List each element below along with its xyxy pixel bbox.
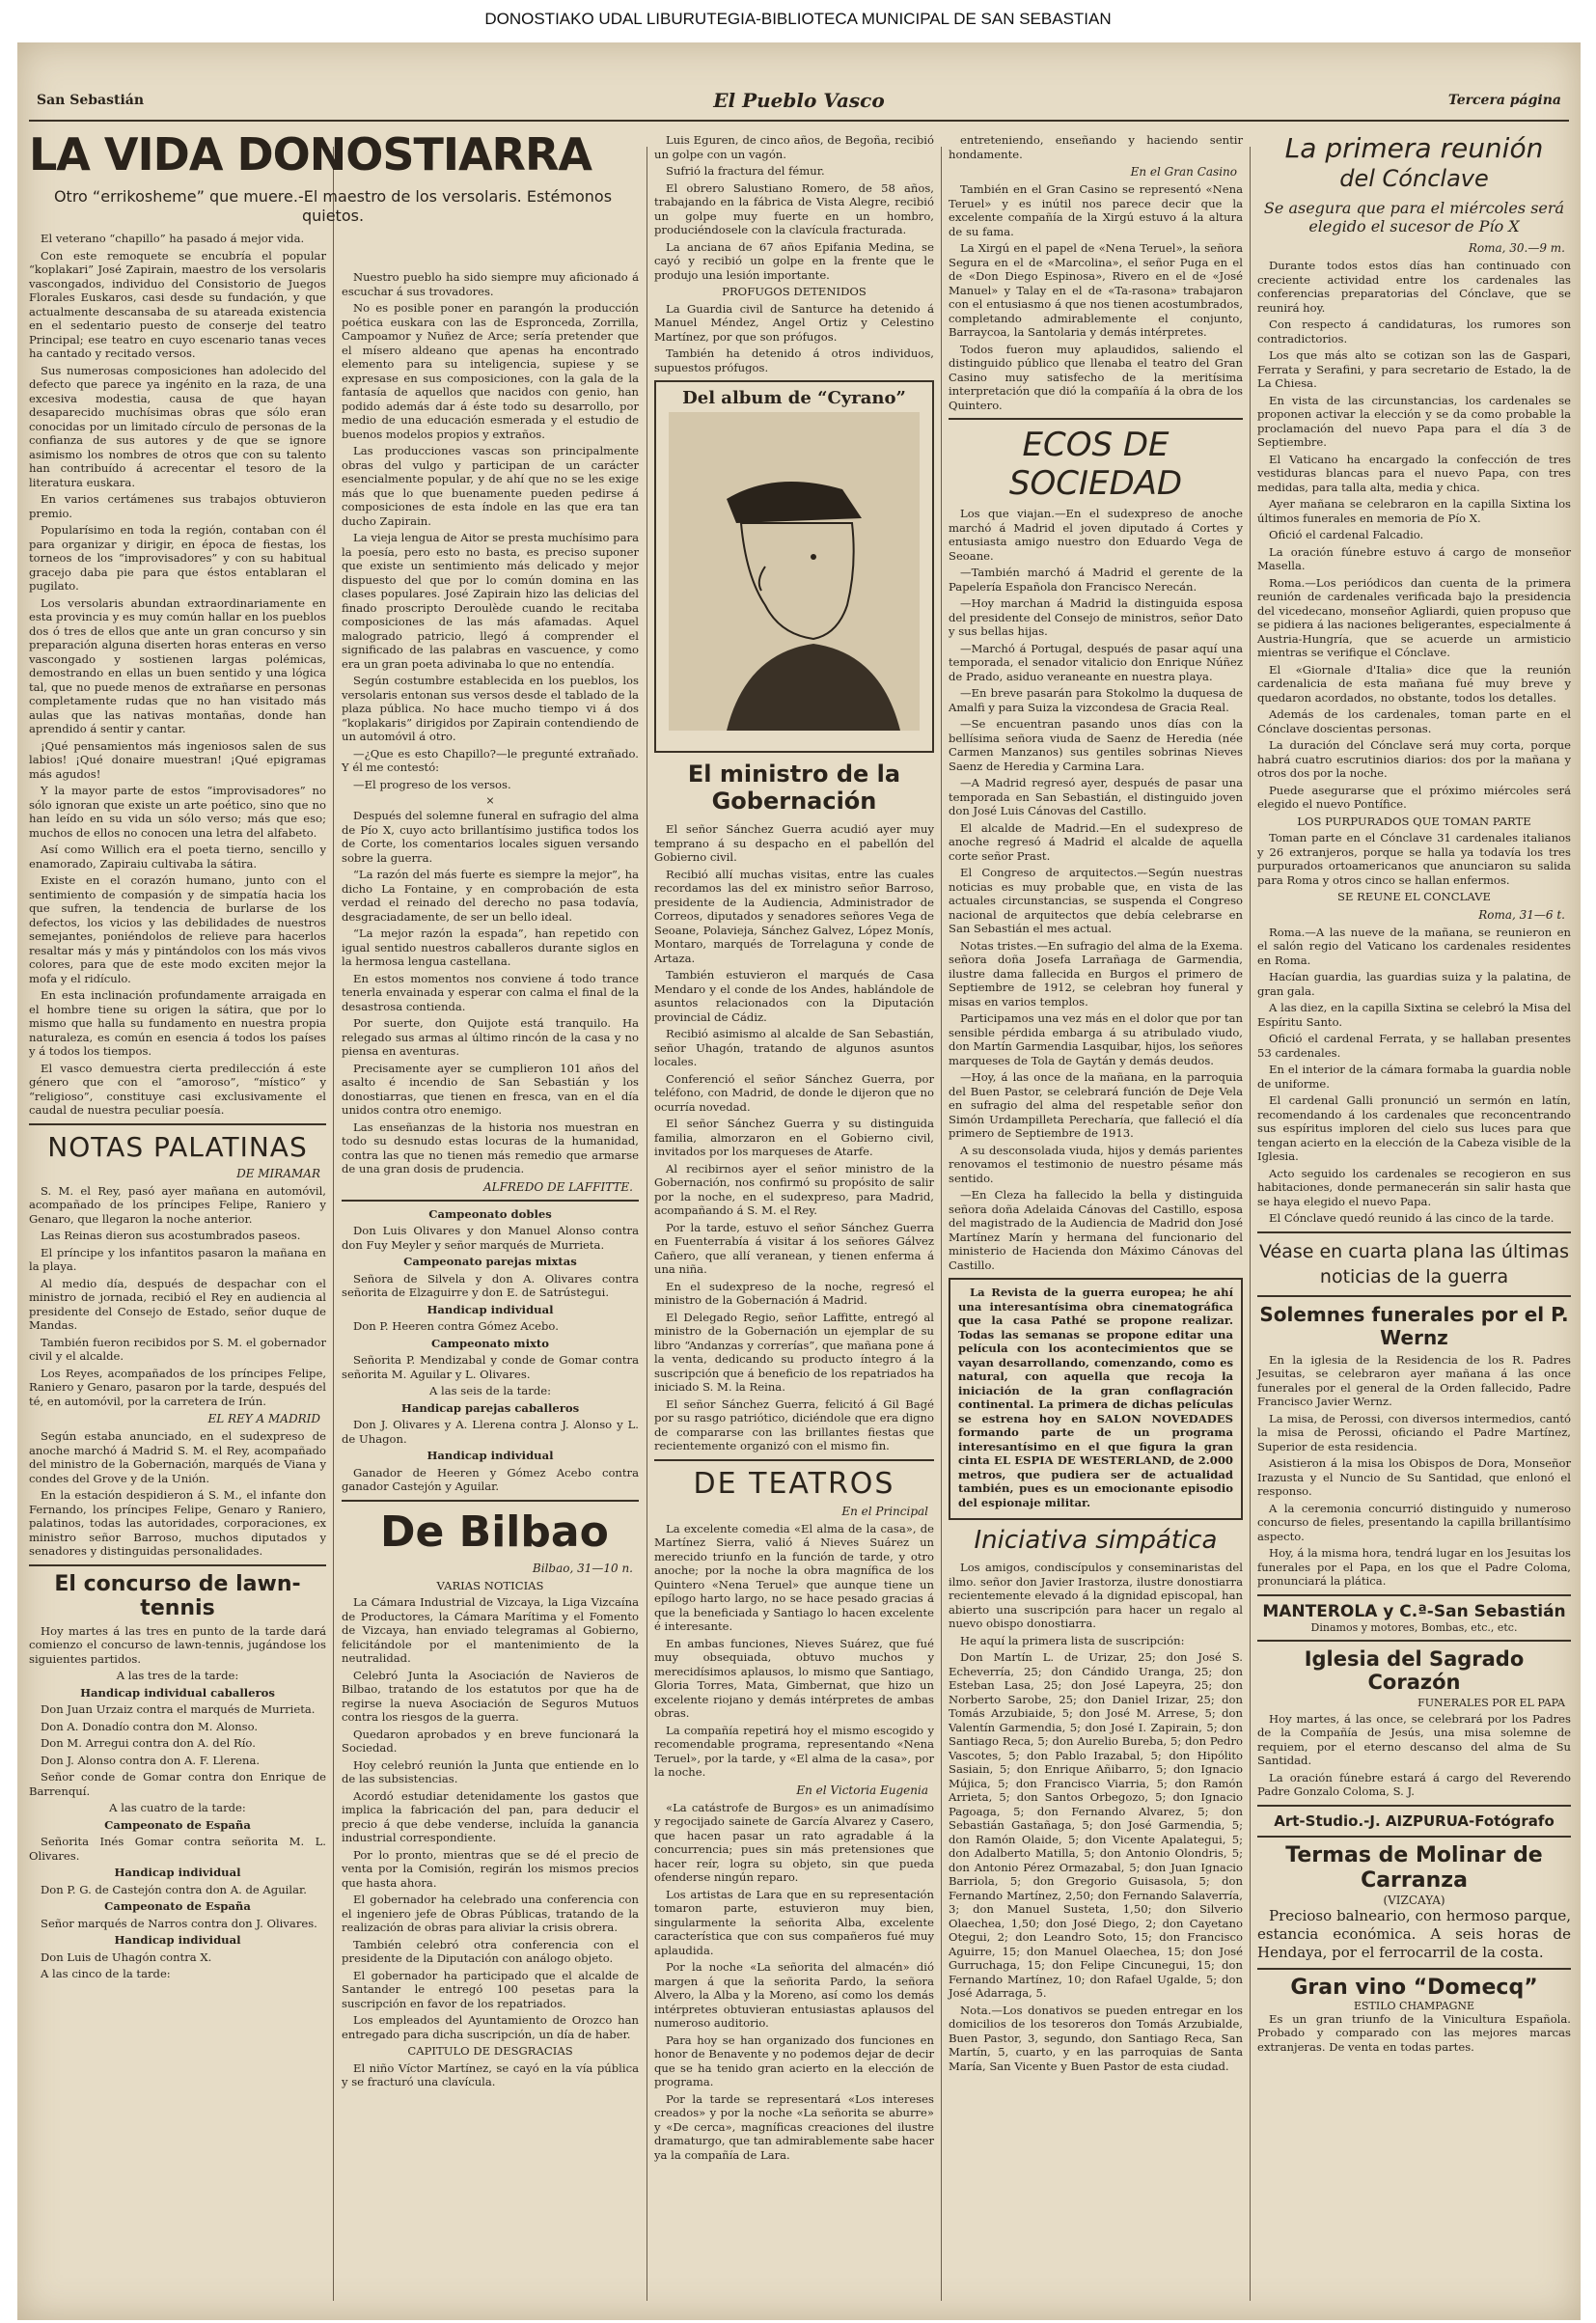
paragraph: Don J. Olivares y A. Llerena contra J. Alonso y L. de Uhagon.: [342, 1418, 639, 1446]
divider: [342, 1200, 639, 1202]
subhead: VARIAS NOTICIAS: [436, 1578, 544, 1592]
paragraph: entreteniendo, enseñando y haciendo sentir hondamente.: [949, 133, 1243, 161]
conclave-subtitle: Se asegura que para el miércoles será elegido el sucesor de Pío X: [1263, 199, 1565, 235]
paragraph: El obrero Salustiano Romero, de 58 años, trabajando en la fábrica de Vista Alegre, recibió un golpe muy fuerte en un hombro, produciéndosele con la clavícula fracturada.: [654, 180, 934, 236]
paragraph: El gobernador ha celebrado una conferencia con el ingeniero jefe de Obras Públicas, tratando de la realización de obras para aliviar la crisis obrera.: [342, 1893, 639, 1934]
divider: [654, 1459, 934, 1461]
dateline: DE MIRAMAR: [236, 1166, 320, 1180]
dateline: Bilbao, 31—10 n.: [532, 1561, 633, 1575]
paragraph: Las enseñanzas de la historia nos muestran en todo su desnudo estas locuras de la humanidad, contra las que no tienen más remedio que armarse de una gran dosis de prudencia.: [342, 1120, 639, 1175]
paragraph: El «Giornale d'Italia» dice que la reunión cardenalicia de esta mañana fué muy breve y quedaron acordados, no obstante, todos los detalles.: [1257, 662, 1571, 705]
paragraph: El señor Sánchez Guerra y su distinguida familia, almorzaron en el Gobierno civil, invitados por los marqueses de Atarfe.: [654, 1117, 934, 1158]
ad-manterola-sub: Dinamos y motores, Bombas, etc., etc.: [1310, 1620, 1518, 1634]
conclave-title: La primera reunión: [1284, 132, 1544, 164]
paragraph: Hoy martes, á las once, se celebrará por los Padres de la Compañía de Jesús, una misa solemne de requiem, por el eterno descanso del alma de Su Santidad.: [1257, 1711, 1571, 1767]
paragraph: Ofició el cardenal Ferrata, y se hallaban presentes 53 cardenales.: [1257, 1032, 1571, 1060]
newspaper-page: [17, 42, 1581, 2320]
paragraph: La Xirgú en el papel de «Nena Teruel», la señora Segura en el de «Marcolina», el señor Puga en el de «Don Diego Espinosa», Rivero en el de «José Manuel» y Talay en el de «Ta-rasona» trabajaron con el entusiasmo á que nos tienen acostumbrados, completando admirablemente el conjunto, Barraycoa, la Santolaria y demás intérpretes.: [949, 241, 1243, 339]
paragraph: Las Reinas dieron sus acostumbrados paseos.: [41, 1229, 301, 1242]
paragraph: No es posible poner en parangón la producción poética euskara con las de Espronceda, Zorrilla, Campoamor y Nuñez de Arce; sería pretender que el mísero aldeano que apenas ha encontrado elemento para su inteligencia, supiese y se expresase en sus composiciones, con la gala de la fantasía de aquellos que nacidos con genio, han podido además dar á éste todo su desarrollo, por medio de una educación esmerada y el estudio de buenos modelos propios y extraños.: [342, 301, 639, 441]
subhead: Campeonato dobles: [428, 1206, 552, 1221]
paragraph: “La mejor razón la espada”, han repetido con igual sentido nuestros caballeros durante siglos en la hermosa lengua castellana.: [342, 926, 639, 968]
column-rule: [941, 147, 942, 2301]
paragraph: El Cónclave quedó reunido á las cinco de la tarde.: [1269, 1211, 1555, 1225]
paragraph: A la ceremonia concurrió distinguido y numeroso concurso de fieles, presentando la capilla brillantísimo aspecto.: [1257, 1501, 1571, 1543]
paragraph: El Vaticano ha encargado la confección de tres vestiduras blancas para el nuevo Papa, con tres medidas, para talla alta, media y chica.: [1257, 452, 1571, 494]
paragraph: También estuvieron el marqués de Casa Mendaro y el conde de los Andes, hablándole de asuntos relacionados con la Diputación provincial de Cádiz.: [654, 968, 934, 1024]
ad-termas-sub: (VIZCAYA): [1383, 1893, 1445, 1907]
section-title: LA VIDA DONOSTIARRA: [29, 128, 592, 180]
inic-title: Iniciativa simpática: [974, 1526, 1218, 1555]
paragraph: Al recibirnos ayer el señor ministro de la Gobernación, nos confirmó su propósito de salir por la noche, en el sudexpreso, para Madrid, acompañando á S. M. el Rey.: [654, 1161, 934, 1217]
column-rule: [333, 147, 334, 2301]
paragraph: La duración del Cónclave será muy corta, porque habrá cuatro escrutinios diarios: dos por la mañana y otros dos por la noche.: [1257, 738, 1571, 780]
paragraph: Señor conde de Gomar contra don Enrique de Barrenquí.: [29, 1770, 326, 1798]
subsection: En el Gran Casino: [1130, 165, 1237, 179]
column-rule: [1250, 147, 1251, 2301]
paragraph: ¡Qué pensamientos más ingeniosos salen de sus labios! ¡Qué donaire muestran! ¡Qué epigramas más agudos!: [29, 738, 326, 781]
divider: [1257, 1295, 1571, 1297]
subhead: CAPITULO DE DESGRACIAS: [407, 2044, 573, 2058]
header-left: San Sebastián: [37, 93, 145, 108]
paragraph: —El progreso de los versos.: [353, 777, 511, 791]
notas-title: NOTAS PALATINAS: [47, 1130, 308, 1163]
ad-manterola: MANTEROLA y C.ª-San Sebastián: [1262, 1601, 1566, 1621]
cyrano-title: Del album de “Cyrano”: [682, 388, 906, 408]
paragraph: La Cámara Industrial de Vizcaya, la Liga Vizcaína de Productores, la Cámara Marítima y el Fomento de Vizcaya, han enviado telegramas al Gobierno, felicitándole por el mantenimiento de la neutralidad.: [342, 1595, 639, 1665]
paragraph: La misa, de Perossi, con diversos intermedios, cantó la misa de Perossi, oficiando el Padre Martínez, Superior de esta residencia.: [1257, 1411, 1571, 1453]
paragraph: Señorita P. Mendizabal y conde de Gomar contra señorita M. Aguilar y L. Olivares.: [342, 1353, 639, 1381]
paragraph: Nuestro pueblo ha sido siempre muy aficionado á escuchar á sus trovadores.: [342, 270, 639, 298]
paragraph: Recibió asimismo al alcalde de San Sebastián, señor Uhagón, tratando de algunos asuntos locales.: [654, 1027, 934, 1068]
paragraph: El cardenal Galli pronunció un sermón en latín, recomendando á los cardenales que reconcentrando sus espíritus imploren del cielo sus luces para que tengan acierto en la elección de la Cabeza visible de la Iglesia.: [1257, 1093, 1571, 1163]
paragraph: Después del solemne funeral en sufragio del alma de Pío X, cuyo acto brillantísimo justifica todos los de Corte, los comentarios locales siguen versando sobre la guerra.: [342, 809, 639, 865]
paragraph: El señor Sánchez Guerra, felicitó á Gil Bagé por su rasgo patriótico, diciéndole que era digno de compararse con las brillantes fiestas que recientemente organizó con el mismo fin.: [654, 1397, 934, 1452]
paragraph: A las cinco de la tarde:: [41, 1967, 171, 1980]
paragraph: Por suerte, don Quijote está tranquilo. Ha relegado sus armas al último rincón de la casa y no piensa en aventuras.: [342, 1016, 639, 1058]
paragraph: A su desconsolada viuda, hijos y demás parientes renovamos el testimonio de nuestro pésame más sentido.: [949, 1143, 1243, 1185]
paragraph: Los artistas de Lara que en su representación tomaron parte, estuvieron muy bien, singularmente la señorita Alba, excelente característica que con sus compañeros fué muy aplaudida.: [654, 1887, 934, 1957]
paragraph: Por la tarde se representará «Los intereses creados» y por la noche «La señorita se aburre» y «De cerca», magníficas creaciones del ilustre dramaturgo, que tan admirablemente sabe hacer ya la compañía de Lara.: [654, 2091, 934, 2162]
subhead: Handicap individual: [114, 1866, 241, 1879]
paragraph: Don M. Arregui contra don A. del Río.: [41, 1736, 256, 1750]
header-right: Tercera página: [1447, 93, 1561, 108]
header-rule: [29, 120, 1569, 122]
pathe-notice: [949, 1278, 1243, 1520]
paragraph: El veterano “chapillo” ha pasado á mejor vida.: [41, 232, 305, 245]
paragraph: Don Luis Olivares y don Manuel Alonso contra don Fuy Meyler y señor marqués de Murrieta.: [342, 1224, 639, 1252]
divider: [1257, 1805, 1571, 1807]
paragraph: —Se encuentran pasando unos días con la bellísima señora viuda de Saenz de Heredia (née Carmen Manzanos) sus gentiles sobrinas Nieves Saenz de Heredia y Carmina Lara.: [949, 717, 1243, 773]
paragraph: Recibió allí muchas visitas, entre las cuales recordamos las del ex ministro señor Barroso, presidente de la Audiencia, Administrador de Correos, diputados y senadores señores Vega de Seoane, Polavieja, Sánchez Galvez, López Monís, Montaro, marqués de Torrelaguna y conde de Artaza.: [654, 867, 934, 965]
paragraph: —Marchó á Portugal, después de pasar aquí una temporada, el senador vitalicio don Enrique Núñez de Prado, asiduo veraneante en nuestra playa.: [949, 641, 1243, 683]
subhead: Handicap individual: [114, 1933, 241, 1947]
paragraph: Notas tristes.—En sufragio del alma de la Exema. señora doña Josefa Larrañaga de Garmendia, ilustre dama fallecida en Burgos el primero de Septiembre de 1912, se celebran hoy funeral y misas en varios templos.: [949, 938, 1243, 1009]
paragraph: Según estaba anunciado, en el sudexpreso de anoche marchó á Madrid S. M. el Rey, acompañado del ministro de la Gobernación, marqués de Viana y condes del Grove y de la Unión.: [29, 1429, 326, 1485]
paragraph: La oración fúnebre estuvo á cargo de monseñor Masella.: [1257, 544, 1571, 572]
column-3: [654, 133, 934, 2303]
paragraph: La Revista de la guerra europea; he ahí una interesantísima obra cinematográfica que la casa Pathé se propone realizar. Todas las semanas se propone editar una película con los acontecimientos que se vayan desarrollando, comenzando, como es natural, con aquella que recoja la iniciación de la gran conflagración continental. La primera de dichas películas se estrena hoy en SALON NOVEDADES formando parte de un programa interesantísimo en el que figura la gran cinta EL ESPIA DE WESTERLAND, de 2.000 metros, que pudiera ser de actualidad también, pues es un emocionante episodio del espionaje militar.: [958, 1286, 1233, 1509]
paragraph: Sufrió la fractura del fémur.: [666, 164, 825, 178]
paragraph: La vieja lengua de Aitor se presta muchísimo para la poesía, pero esto no basta, es preciso suponer que existe un sentimiento más delicado y mejor dispuesto del que por lo común domina en las clases populares. José Zapirain hizo las delicias del finado proscripto Deroulède cuando le recitaba composiciones de las más afamadas. Aquel malogrado patricio, llegó á comprender el significado de las palabras en vascuence, y como era un gran poeta adivinaba lo que no entendía.: [342, 531, 639, 671]
paragraph: Señor marqués de Narros contra don J. Olivares.: [41, 1916, 317, 1930]
signature: ALFREDO DE LAFFITTE.: [482, 1179, 633, 1194]
paragraph: La Guardia civil de Santurce ha detenido á Manuel Méndez, Angel Ortiz y Celestino Martínez, por que son prófugos.: [654, 301, 934, 344]
ad-termas: Termas de Molinar de Carranza: [1285, 1842, 1543, 1893]
paragraph: Señora de Silvela y don A. Olivares contra señorita de Elzaguirre y don E. de Satrústegui.: [342, 1271, 639, 1299]
subhead: SE REUNE EL CONCLAVE: [1337, 890, 1491, 903]
paragraph: Ayer mañana se celebraron en la capilla Sixtina los últimos funerales en memoria de Pío X.: [1257, 497, 1571, 525]
paragraph: La compañía repetirá hoy el mismo escogido y recomendable programa, representando «Nena Teruel», por la tarde, y «El alma de la casa», por la noche.: [654, 1723, 934, 1779]
paragraph: —A Madrid regresó ayer, después de pasar una temporada en San Sebastián, el distinguido joven don José Luis Cánovas del Castillo.: [949, 776, 1243, 817]
paragraph: En esta inclinación profundamente arraigada en el hombre tiene su origen la sátira, que por lo mismo que halla su fundamento en nuestra propia naturaleza, es común en esencia á todos los países y á todos los tiempos.: [29, 988, 326, 1058]
paragraph: Roma.—A las nueve de la mañana, se reunieron en el salón regio del Vaticano los cardenales residentes en Roma.: [1257, 925, 1571, 967]
paragraph: Nota.—Los donativos se pueden entregar en los domicilios de los tesoreros don Tomás Arzubialde, Buen Pastor, 3, segundo, don Santiago Reca, San Martín, 5, cuarto, y en las parroquias de Santa María, San Vicente y Buen Pastor de esta ciudad.: [949, 2003, 1243, 2073]
paragraph: El Delegado Regio, señor Laffitte, entregó al ministro de la Gobernación un ejemplar de su libro “Andanzas y correrías”, que mañana pone á la venta, dedicando su producto íntegro á la suscripción que á beneficio de los repatriados ha iniciado S. M. la Reina.: [654, 1310, 934, 1394]
paragraph: Los versolaris abundan extraordinariamente en esta provincia y es muy común hallar en los pueblos dos ó tres de ellos que ante un gran concurso y sin preparación alguna diserten horas enteras en verso vascongado y sostienen largas polémicas, demostrando en ellas un buen sentido y una lógica tal, que no puede menos de extrañarse en personas completamente rudas que no han visitado más aulas que las nativas montañas, donde han aprendido á sentir y cantar.: [29, 595, 326, 735]
paragraph: La anciana de 67 años Epifania Medina, se cayó y recibió un golpe en la frente que le produjo una lesión importante.: [654, 239, 934, 282]
header-center: El Pueblo Vasco: [713, 89, 885, 112]
paragraph: Don Martín L. de Urizar, 25; don José S. Echeverría, 25; don Cándido Uranga, 25; don Esteban Lasa, 25; don José Lapeyra, 25; don Norberto Sarobe, 25; don Daniel Irizar, 25; don Tomás Arzubiaide, 5; don José M. Arrese, 5; don Valentín Garmendia, 5; don José I. Zapirain, 5; don Santiago Reca, 5; don Aurelio Bureba, 5; don Pedro Vascotes, 5; don Pablo Irazabal, 5; don Hipólito Sasiain, 5; don Enrique Añibarro, 5; don Ignacio Mújica, 5; don Francisco Viarria, 5; don Ramón Arrieta, 5; don Santos Orbegozo, 5; don Ignacio Pagoaga, 5; don Fernando Alvarez, 5; don Sebastián Gastañaga, 5; don José Garmendia, 5; don Ramón Olaide, 5; don Vicente Apalategui, 5; don Adalberto Matilla, 5; don Antonio Olondris, 5; don Antonio Pérez Ormazabal, 5; don Juan Ignacio Barriola, 5; don Gregorio Guisasola, 5; don Fernando Martínez, 2,50; don Fernando Salaverría, 3; don Manuel Susteta, 1,50; don Silverio Olaechea, 1,50; don José Diego, 2; don Cayetano Otegui, 2; don Leandro Soto, 15; don Francisco Aguirre, 15; don Manuel Olaechea, 15; don José Gurruchaga, 15; don Felipe Cincunegui, 15; don Fernando Martínez, 10; don Rafael Ugalde, 5; don José Adarraga, 5.: [949, 1650, 1243, 2000]
paragraph: También ha detenido á otros individuos, supuestos prófugos.: [654, 346, 934, 374]
paragraph: Don A. Donadío contra don M. Alonso.: [41, 1719, 259, 1733]
paragraph: —También marchó á Madrid el gerente de la Papelería Española don Francisco Nerecán.: [949, 566, 1243, 594]
paragraph: Por la tarde, estuvo el señor Sánchez Guerra en Fuenterrabía á visitar á los señores Gálvez Cañero, que allí veranean, y tienen enferma á una niña.: [654, 1220, 934, 1276]
subsection: En el Principal: [841, 1504, 928, 1518]
paragraph: Acto seguido los cardenales se recogieron en sus habitaciones, donde permanecerán sin salir hasta que se haya elegido el nuevo Papa.: [1257, 1166, 1571, 1208]
paragraph: Los Reyes, acompañados de los príncipes Felipe, Raniero y Genaro, pasaron por la tarde, después del té, en automóvil, por la carretera de Irún.: [29, 1366, 326, 1408]
wernz-title: Solemnes funerales por el P. Wernz: [1259, 1302, 1569, 1349]
paragraph: Según costumbre establecida en los pueblos, los versolaris entonan sus versos desde el tablado de la plaza pública. No hace mucho tiempo vi á dos “koplakaris” dirigidos por Zapirain contendiendo de un automóvil á otro.: [342, 674, 639, 743]
dateline: EL REY A MADRID: [207, 1412, 320, 1425]
paragraph: Sus numerosas composiciones han adolecido del defecto que parece ya ingénito en la raza, de una excesiva modestia, causa de que hayan desaparecido muchísimas obras que sólo eran conocidas por un limitado círculo de personas de la confianza de sus autores y de que se ignore asimismo los nombres de otros que con su talento han contribuído á acrecentar el tesoro de la literatura euskara.: [29, 363, 326, 489]
paragraph: A las diez, en la capilla Sixtina se celebró la Misa del Espíritu Santo.: [1257, 1001, 1571, 1029]
divider: [1257, 1836, 1571, 1838]
paragraph: Precisamente ayer se cumplieron 101 años del asalto é incendio de San Sebastián y los donostiarras, que tienen en fresca, van en el día unidos contra otro enemigo.: [342, 1061, 639, 1117]
divider: [342, 1500, 639, 1502]
paragraph: Don J. Alonso contra don A. F. Llerena.: [41, 1753, 261, 1767]
paragraph: En varios certámenes sus trabajos obtuvieron premio.: [29, 492, 326, 520]
paragraph: Celebró Junta la Asociación de Navieros de Bilbao, tratando de los estatutos por que ha de regirse la nueva Asociación de Seguros Mutuos contra los riesgos de la guerra.: [342, 1668, 639, 1724]
paragraph: “La razón del más fuerte es siempre la mejor”, ha dicho La Fontaine, y en comprobación de esta verdad el reinado del derecho no pasa todavía, desgraciadamente, de ser un bello ideal.: [342, 868, 639, 924]
paragraph: —En Cleza ha fallecido la bella y distinguida señora doña Adelaida Cánovas del Castillo, esposa del magistrado de la Audiencia de Madrid don José Martínez Marín y hermana del funcionario del ministerio de Hacienda don Máximo Cánovas del Castillo.: [949, 1188, 1243, 1272]
paragraph: Precioso balneario, con hermoso parque, estancia económica. A seis horas de Hendaya, por el ferrocarril de la costa.: [1257, 1906, 1571, 1961]
paragraph: Hoy celebró reunión la Junta que entiende en lo de las subsistencias.: [342, 1757, 639, 1785]
paragraph: Además de los cardenales, toman parte en el Cónclave doscientas personas.: [1257, 707, 1571, 735]
paragraph: Y la mayor parte de estos “improvisadores” no sólo ignoran que existe un arte poético, sino que no han leído en su vida un sólo verso; más que eso; muchos de ellos no conocen una letra del alfabeto.: [29, 784, 326, 840]
paragraph: Hacían guardia, las guardias suiza y la palatina, de gran gala.: [1257, 970, 1571, 998]
paragraph: Asistieron á la misa los Obispos de Dora, Monseñor Irazusta y el Nuncio de Su Santidad, que enlonó el responso.: [1257, 1456, 1571, 1498]
subhead: Campeonato parejas mixtas: [403, 1255, 577, 1268]
divider: [949, 418, 1243, 420]
paragraph: Don P. G. de Castejón contra don A. de Aguilar.: [41, 1882, 307, 1896]
paragraph: Así como Willich era el poeta tierno, sencillo y enamorado, Zapiraiu cultivaba la sátira.: [29, 843, 326, 871]
paragraph: El señor Sánchez Guerra acudió ayer muy temprano á su despacho en el pabellón del Gobierno civil.: [654, 822, 934, 864]
paragraph: En ambas funciones, Nieves Suárez, que fué muy obsequiada, obtuvo muchos y merecidísimos aplausos, lo mismo que Santiago, Gloria Torres, Mata, Gimbernat, que hizo un excelente riojano y demás intérpretes de ambas obras.: [654, 1636, 934, 1720]
paragraph: Los empleados del Ayuntamiento de Orozco han entregado para dicha suscripción, un día de haber.: [342, 2013, 639, 2041]
paragraph: En estos momentos nos conviene á todo trance tenerla envainada y esperar con calma el final de la desastrosa contienda.: [342, 971, 639, 1013]
paragraph: Hoy martes á las tres en punto de la tarde dará comienzo el concurso de lawn-tennis, jugándose los siguientes partidos.: [29, 1623, 326, 1666]
ecos-title: ECOS DE SOCIEDAD: [1008, 426, 1183, 503]
subhead: Campeonato mixto: [431, 1336, 549, 1350]
subhead: PROFUGOS DETENIDOS: [722, 285, 867, 298]
paragraph: Participamos una vez más en el dolor que por tan sensible pérdida embarga á su atribulado viudo, don Martín Garmendia Lasquibar, hijos, los señores marqueses de Tola de Gaytán y demás deudos.: [949, 1011, 1243, 1067]
paragraph: El vasco demuestra cierta predilección á este género que con el “amoroso”, “místico” y “religioso”, constituye casi exclusivamente el caudal de nuestra peculiar poesía.: [29, 1061, 326, 1117]
divider: [1257, 1640, 1571, 1642]
paragraph: Para hoy se han organizado dos funciones en honor de Benavente y no podemos dejar de decir que se ha tenido gran acierto en la elección de programa.: [654, 2033, 934, 2088]
column-4: [949, 133, 1243, 2303]
paragraph: A las seis de la tarde:: [428, 1384, 552, 1397]
paragraph: En vista de las circunstancias, los cardenales se proponen activar la elección y se da como probable la proclamación del nuevo Papa para el día 3 de Septiembre.: [1257, 393, 1571, 449]
paragraph: El Congreso de arquitectos.—Según nuestras noticias es muy probable que, en vista de las actuales circunstancias, se suspenda el Congreso nacional de arquitectos que debía celebrarse en San Sebastián el mes actual.: [949, 866, 1243, 935]
paragraph: Con este remoquete se encubría el popular “koplakari” José Zapirain, maestro de los versolaris vascongados, individuo del Consistorio de Juegos Florales Euskaros, casi desde su fundación, y que actualmente descansaba de su atareada existencia en el sedentario puesto de conserje del teatro Principal; ese teatro en cuyo escenario tanas veces ha cantado y recitado versos.: [29, 248, 326, 360]
paragraph: Los que viajan.—En el sudexpreso de anoche marchó á Madrid el joven diputado á Cortes y entusiasta amigo nuestro don Eduardo Vega de Seoane.: [949, 507, 1243, 563]
cyrano-album: [654, 380, 934, 753]
ad-iglesia: Iglesia del Sagrado Corazón: [1304, 1646, 1525, 1694]
divider: [29, 1564, 326, 1566]
paragraph: A las cuatro de la tarde:: [109, 1801, 246, 1814]
paragraph: Señorita Inés Gomar contra señorita M. L. Olivares.: [29, 1835, 326, 1863]
paragraph: Los que más alto se cotizan son las de Gaspari, Ferrata y Serafini, y para secretario de Estado, la de La Chiesa.: [1257, 348, 1571, 390]
paragraph: Al medio día, después de despachar con el ministro de jornada, recibió el Rey en audiencia al presidente del Consejo de Estado, señor duque de Mandas.: [29, 1276, 326, 1332]
paragraph: A las tres de la tarde:: [116, 1669, 239, 1682]
paragraph: Don P. Heeren contra Gómez Acebo.: [353, 1319, 559, 1333]
paragraph: También celebró otra conferencia con el presidente de la Diputación con análogo objeto.: [342, 1937, 639, 1965]
divider: [1257, 1968, 1571, 1970]
ad-domecq-sub: ESTILO CHAMPAGNE: [1353, 1999, 1475, 2012]
paragraph: Ofició el cardenal Falcadio.: [1269, 528, 1424, 541]
subhead: LOS PURPURADOS QUE TOMAN PARTE: [1297, 814, 1531, 828]
conclave-title: del Cónclave: [1339, 165, 1489, 192]
paragraph: —¿Que es esto Chapillo?—le pregunté extrañado. Y él me contestó:: [342, 746, 639, 774]
paragraph: También fueron recibidos por S. M. el gobernador civil y el alcalde.: [29, 1335, 326, 1363]
paragraph: Los amigos, condiscípulos y conseminaristas del ilmo. señor don Javier Irastorza, ilustre donostiarra recientemente elevado á la dignidad episcopal, han abierto una suscripción para hacer un regalo al nuevo obispo donostiarra.: [949, 1561, 1243, 1630]
column-2: Nuestro pueblo ha sido siempre muy aficionado á escuchar á sus trovadores. No es posible poner en parangón la producción poética euskara con las de Espronceda, Zorrilla, Campoamor y Nuñez de Arce; sería pretender que el mísero aldeano que apenas ha encontrado elemento para su inteligencia, supiese y se expresase en sus composiciones, con la gala de la fantasía de aquellos que nacidos con genio, han podido además dar á éste todo su desarrollo, por medio de una educación esmerada y el estudio de buenos modelos propios y extraños. Las producciones vascas son principalmente obras del vulgo y participan de un carácter esencialmente popular, y de ahí que no se les exige más que lo que buenamente pueden pedirse á composiciones de esta índole en las que era tan ducho Zapirain. La vieja lengua de Aitor se presta muchísimo para la poesía, pero esto no basta, es preciso suponer que existe un sentimiento más delicado y mejor dispuesto del que por lo común domina en las clases populares. José Zapirain hizo las delicias del finado proscripto Deroulède cuando le recitaba composiciones de las más afamadas. Aquel malogrado patricio, llegó á comprender el significado de las palabras en vascuence, y como era un gran poeta adivinaba lo que no entendía. Según costumbre establecida en los pueblos, los versolaris entonan sus versos desde el tablado de la plaza pública. No hace mucho tiempo vi á dos “koplakaris” dirigidos por Zapirain contendiendo de un automóvil á otro. —¿Que es esto Chapillo?—le pregunté extrañado. Y él me contestó: —El progreso de los versos. × Después del solemne funeral en sufragio del alma de Pío X, cuyo acto brillantísimo justifica todos los de Corte, los comentarios locales siguen versando sobre la guerra. “La razón del más fuerte es siempre la mejor”, ha dicho La Fontaine, y en comprobación de esta verdad el reinado del derecho no pasa todavía, desgraciadamente, de ser un bello ideal. “La mejor razón la espada”, han repetido con igual sentido nuestros caballeros durante siglos en la hermosa lengua castellana. En estos momentos nos conviene á todo trance tenerla envainada y esperar con calma el final de la desastrosa contienda. Por suerte, don Quijote está tranquilo. Ha relegado sus armas al último rincón de la casa y no piensa en aventuras. Precisamente ayer se cumplieron 101 años del asalto é incendio de San Sebastián y los donostiarras, que tienen en fresca, van en el día unidos contra otro enemigo. Las enseñanzas de la historia nos muestran en todo su desnudo estas locuras de la humanidad, contra las que no tienen más remedio que armarse de una gran dosis de prudencia. ALFREDO DE LAFFITTE. Campeonato dobles Don Luis Olivares y don Manuel Alonso contra don Fuy Meyler y señor marqués de Murrieta. Campeonato parejas mixtas Señora de Silvela y don A. Olivares contra señorita de Elzaguirre y don E. de Satrústegui. Handicap individual Don P. Heeren contra Gómez Acebo. Campeonato mixto Señorita P. Mendizabal y conde de Gomar contra señorita M. Aguilar y L. Olivares. A las seis de la tarde: Handicap parejas caballeros Don J. Olivares y A. Llerena contra J. Alonso y L. de Uhagon. Handicap individual Ganador de Heeren y Gómez Acebo contra ganador Castejón y Aguilar. De Bilbao Bilbao, 31—10 n. VARIAS NOTICIAS La Cámara Industrial de Vizcaya, la Liga Vizcaína de Productores, la Cámara Marítima y el Fomento de Vizcaya, han enviado telegramas al Gobierno, felicitándole por el mantenimiento de la neutralidad. Celebró Junta la Asociación de Navieros de Bilbao, tratando de los estatutos por que ha de regirse la nueva Asociación de Seguros Mutuos contra los riesgos de la guerra. Quedaron aprobados y en breve funcionará la Sociedad. Hoy celebró reunión la Junta que entiende en lo de las subsistencias. Acordó estudiar detenidamente los gastos que implica la fabricación del pan, para deducir el precio á que debe venderse, incluída la ganancia industrial correspondiente. Por lo pronto, mientras que se dé el precio de venta por la Comisión, regirán los mismos precios que hasta ahora. El gobernador ha celebrado una conferencia con el ingeniero jefe de Obras Públicas, tratando de la realización de obras para aliviar la crisis obrera. También celebró otra conferencia con el presidente de la Diputación con análogo objeto. El gobernador ha participado que el alcalde de Santander le entregó 100 pesetas para la suscripción en favor de los repatriados. Los empleados del Ayuntamiento de Orozco han entregado para dicha suscripción, un día de haber. CAPITULO DE DESGRACIAS El niño Víctor Martínez, se cayó en la vía pública y se fracturó una clavícula.: [342, 270, 639, 2088]
dateline: Roma, 30.—9 m.: [1468, 241, 1565, 255]
subtitle: Otro “errikosheme” que muere.-El maestro de los versolaris. Estémonos quietos.: [53, 187, 613, 225]
teatros-title: DE TEATROS: [693, 1466, 895, 1501]
paragraph: Quedaron aprobados y en breve funcionará la Sociedad.: [342, 1727, 639, 1755]
paragraph: Popularísimo en toda la región, contaban con él para organizar y dirigir, en época de fiestas, los torneos de los “improvisadores” y con su habitual gracejo daba pie para que éstos entablaran el pugilato.: [29, 523, 326, 593]
paragraph: El alcalde de Madrid.—En el sudexpreso de anoche regresó á Madrid el alcalde de aquella corte señor Prast.: [949, 820, 1243, 863]
subhead: Handicap individual caballeros: [80, 1685, 275, 1700]
subhead: Handicap individual: [427, 1302, 554, 1316]
paragraph: S. M. el Rey, pasó ayer mañana en automóvil, acompañado de los príncipes Felipe, Raniero y Genaro, que llegaron la noche anterior.: [29, 1183, 326, 1226]
subhead: Campeonato de España: [104, 1817, 251, 1832]
paragraph: En la estación despidieron á S. M., el infante don Fernando, los príncipes Felipe, Genaro y Raniero, palatinos, todas las autoridades, corporaciones, ex ministro señor Barroso, muchos diputados y senadores y distinguidas personalidades.: [29, 1488, 326, 1558]
dateline: Roma, 31—6 t.: [1478, 907, 1565, 922]
paragraph: Luis Eguren, de cinco años, de Begoña, recibió un golpe con un vagón.: [654, 133, 934, 161]
paragraph: Es un gran triunfo de la Vinicultura Española. Probado y comparado con las mejores marcas extranjeras. De venta en todas partes.: [1257, 2011, 1571, 2054]
paragraph: La excelente comedia «El alma de la casa», de Martínez Sierra, valió á Nieves Suárez un merecido triunfo en la función de tarde, y otro anoche; por la noche la obra magnífica de los Quintero «Nena Teruel» que aunque tiene un epílogo harto largo, no se hace pesado gracias á que la beneficiada y Santiago lo hacen excelente é interesante.: [654, 1521, 934, 1633]
gob-title: El ministro de la Gobernación: [687, 761, 901, 815]
paragraph: También en el Gran Casino se representó «Nena Teruel» y es inútil nos parece decir que la excelente compañía de la Xirgú estuvo á la altura de su fama.: [949, 182, 1243, 238]
ad-domecq: Gran vino “Domecq”: [1290, 1975, 1538, 2000]
paragraph: Por lo pronto, mientras que se dé el precio de venta por la Comisión, regirán los mismos precios que hasta ahora.: [342, 1847, 639, 1890]
paragraph: Hoy, á la misma hora, tendrá lugar en los Jesuitas los funerales por el Papa, en los que el Padre Coloma, pronunciará la plática.: [1257, 1546, 1571, 1588]
paragraph: En el interior de la cámara formaba la guardia noble de uniforme.: [1257, 1063, 1571, 1091]
paragraph: Acordó estudiar detenidamente los gastos que implica la fabricación del pan, para deducir el precio á que debe venderse, incluída la ganancia industrial correspondiente.: [342, 1788, 639, 1844]
paragraph: La oración fúnebre estará á cargo del Reverendo Padre Gonzalo Coloma, S. J.: [1257, 1770, 1571, 1798]
paragraph: Ganador de Heeren y Gómez Acebo contra ganador Castejón y Aguilar.: [342, 1465, 639, 1493]
page-header: [29, 83, 1569, 118]
divider: [1257, 1594, 1571, 1596]
library-banner: DONOSTIAKO UDAL LIBURUTEGIA-BIBLIOTECA MUNICIPAL DE SAN SEBASTIAN: [0, 0, 1596, 39]
paragraph: Toman parte en el Cónclave 31 cardenales italianos y 26 extranjeros, porque se halla ya todavía los tres purpurados ortoamericanos que anunciaron su salida para Roma y otros cinco se hallan enfermos.: [1257, 831, 1571, 887]
column-5: [1257, 133, 1571, 2303]
subsection: En el Victoria Eugenia: [796, 1783, 928, 1797]
subhead: Handicap parejas caballeros: [400, 1400, 580, 1415]
paragraph: Roma.—Los periódicos dan cuenta de la primera reunión de cardenales verificada bajo la presidencia del vicedecano, monseñor Agliardi, quien propuso que se pidiera á las naciones beligerantes, especialmente á Austria-Hungría, que se acuerde un armisticio mientras se verifique el Cónclave.: [1257, 575, 1571, 659]
ad-aizpurua: Art-Studio.-J. AIZPURUA-Fotógrafo: [1274, 1811, 1555, 1830]
paragraph: «La catástrofe de Burgos» es un animadísimo y regocijado sainete de García Alvarez y Casero, que hacen pasar un rato agradable á la concurrencia; pues sin más pretensiones que hacer reír, logra su objeto, sin que pueda ofenderse ningún reparo.: [654, 1800, 934, 1884]
paragraph: He aquí la primera lista de suscripción:: [960, 1633, 1185, 1647]
subhead: Campeonato de España: [104, 1899, 251, 1913]
paragraph: Conferenció el señor Sánchez Guerra, por teléfono, con Madrid, de donde le dijeron que no ocurría novedad.: [654, 1071, 934, 1114]
lawn-title: El concurso de lawn-tennis: [54, 1571, 301, 1620]
paragraph: En el sudexpreso de la noche, regresó el ministro de la Gobernación á Madrid.: [654, 1279, 934, 1307]
paragraph: —Hoy, á las once de la mañana, en la parroquia del Buen Pastor, se celebrará función de Deje Vela en sufragio del alma del respetable señor don Simón Urdampilleta Perecharía, que falleció el día primero de Septiembre de 1913.: [949, 1070, 1243, 1140]
paragraph: Puede asegurarse que el próximo miércoles será elegido el nuevo Pontífice.: [1257, 783, 1571, 811]
paragraph: Don Luis de Uhagón contra X.: [41, 1950, 212, 1964]
divider: [1257, 1231, 1571, 1233]
paragraph: Don Juan Urzaiz contra el marqués de Murrieta.: [41, 1702, 316, 1716]
paragraph: Las producciones vascas son principalmente obras del vulgo y participan de un carácter esencialmente popular, y de ahí que no se les exige más que lo que buenamente pueden pedirse á composiciones de esta índole en las que era tan ducho Zapirain.: [342, 444, 639, 528]
see-fourth-page: Véase en cuarta plana las últimas noticias de la guerra: [1259, 1240, 1569, 1287]
portrait-illustration: [669, 412, 920, 731]
paragraph: En la iglesia de la Residencia de los R. Padres Jesuitas, se celebraron ayer mañana á las once funerales por el general de la Orden fallecido, Padre Francisco Javier Wernz.: [1257, 1352, 1571, 1408]
paragraph: Todos fueron muy aplaudidos, saliendo el distinguido público que llenaba el teatro del Gran Casino muy satisfecho de la meritísima interpretación que dió la compañía á la obra de los Quintero.: [949, 342, 1243, 412]
paragraph: El niño Víctor Martínez, se cayó en la vía pública y se fracturó una clavícula.: [342, 2060, 639, 2088]
paragraph: El gobernador ha participado que el alcalde de Santander le entregó 100 pesetas para la suscripción en favor de los repatriados.: [342, 1968, 639, 2010]
paragraph: —En breve pasarán para Stokolmo la duquesa de Amalfi y para Suiza la vizcondesa de Gracia Real.: [949, 686, 1243, 714]
paragraph: —Hoy marchan á Madrid la distinguida esposa del presidente del Consejo de ministros, señor Dato y sus bellas hijas.: [949, 596, 1243, 638]
divider: [29, 1123, 326, 1125]
paragraph: Durante todos estos días han continuado con creciente actividad entre los cardenales las conferencias preparatorias del Cónclave, que se reunirá hoy.: [1257, 259, 1571, 315]
ad-iglesia-sub: FUNERALES POR EL PAPA: [1417, 1696, 1565, 1709]
paragraph: Por la noche «La señorita del almacén» dió margen á que la señorita Pardo, la señora Alvero, la Alba y la Moreno, así como los demás intérpretes obtuvieran entusiastas aplausos del numeroso auditorio.: [654, 1960, 934, 2030]
bilbao-title: De Bilbao: [380, 1507, 609, 1557]
paragraph: Con respecto á candidaturas, los rumores son contradictorios.: [1257, 318, 1571, 346]
subhead: Handicap individual: [427, 1449, 554, 1462]
paragraph: El príncipe y los infantitos pasaron la mañana en la playa.: [29, 1245, 326, 1273]
paragraph: Existe en el corazón humano, junto con el sentimiento de compasión y de simpatía hacia los que sufren, la tendencia de burlarse de los defectos, los vicios y las debilidades de nuestros semejantes, poniéndolos de relieve para hacerlos resaltar más y más y pintándolos con los más vivos colores, para que de este modo exciten mejor la mofa y el ridículo.: [29, 873, 326, 985]
